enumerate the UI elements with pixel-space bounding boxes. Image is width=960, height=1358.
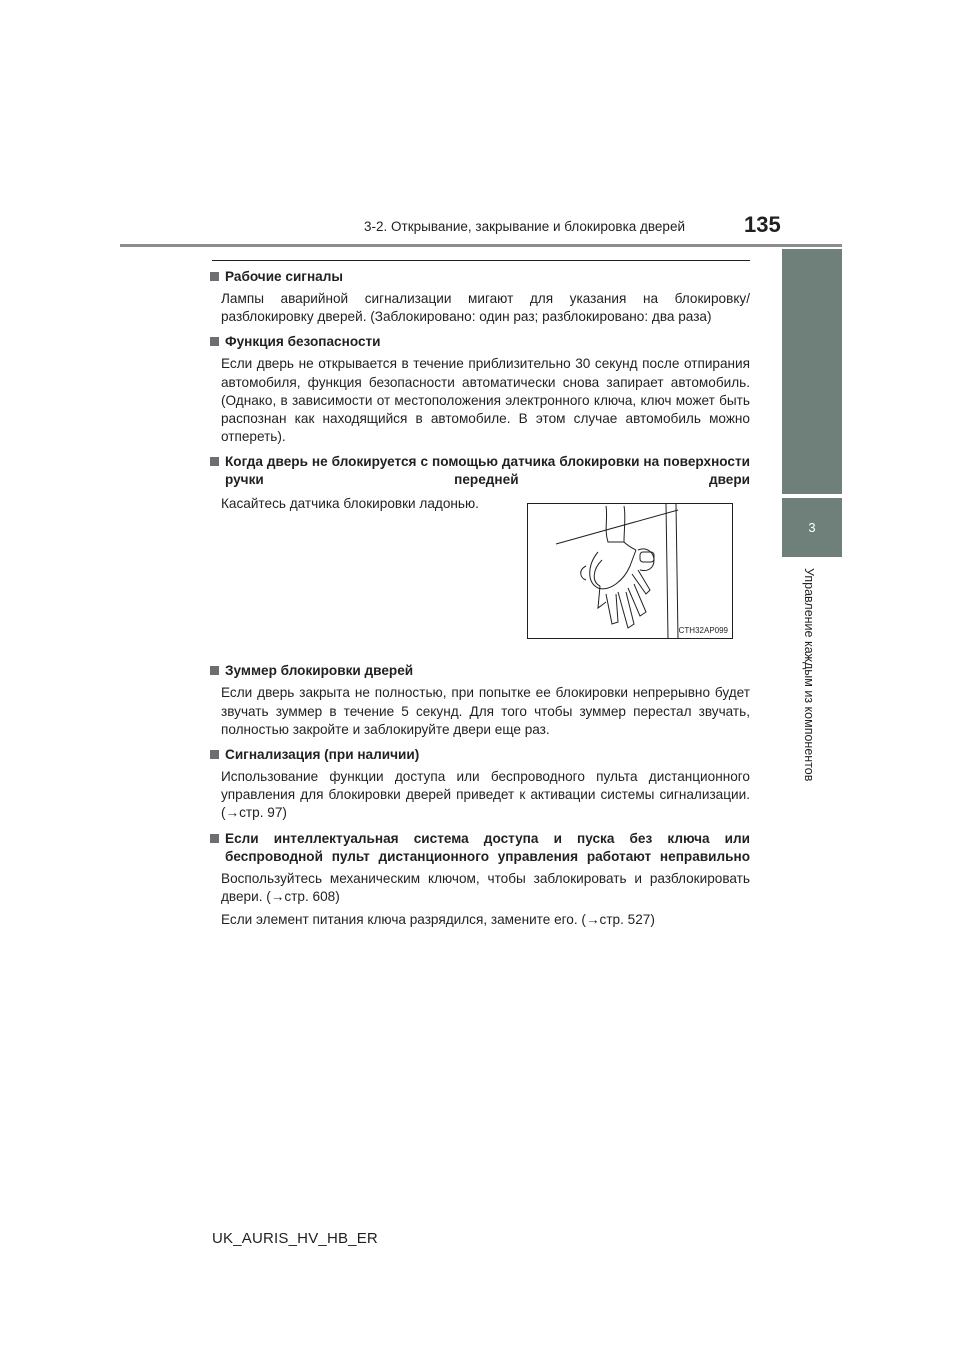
item-lock-buzzer xyxy=(210,662,750,739)
figure-code: CTH32AP099 xyxy=(678,626,728,636)
chapter-title: Управление каждым из компонентов xyxy=(802,568,816,782)
header-section-title: 3-2. Открывание, закрывание и блокировка дверей xyxy=(364,219,685,234)
item-security-function xyxy=(210,333,750,446)
item-text: Если дверь закрыта не полностью, при попытке ее блокировки непрерывно будет звучать зуммер в течение 5 секунд. Для того чтобы зуммер перестал звучать, полностью закройте и заблокируйте двери еще раз. xyxy=(221,685,750,737)
item-text: Касайтесь датчика блокировки ладонью. xyxy=(221,496,479,512)
item-operation-signals xyxy=(210,268,750,326)
item-text: Использование функции доступа или беспроводного пульта дистанционного управления для блокировки дверей приведет к активации системы сигнализации. (→стр. 97) xyxy=(221,769,750,821)
item-lock-sensor xyxy=(210,453,750,655)
header-rule xyxy=(120,244,842,247)
item-title: Зуммер блокировки дверей xyxy=(210,662,750,680)
section-rule xyxy=(212,260,750,261)
item-text: Если элемент питания ключа разрядился, замените его. (→стр. 527) xyxy=(221,912,655,928)
door-handle-illustration xyxy=(527,503,733,639)
item-title: Когда дверь не блокируется с помощью датчика блокировки на поверхности ручки передней двери xyxy=(210,453,750,489)
item-text: Если дверь не открывается в течение приблизительно 30 секунд после отпирания автомобиля, функция безопасности автоматически снова запирает автомобиль. (Однако, в зависимости от местоположения электронного ключа, ключ может быть распознан как находящийся в автомобиле. В этом случае автомобиль можно отпереть). xyxy=(221,356,750,445)
chapter-tab xyxy=(782,498,842,557)
square-bullet-icon xyxy=(210,666,219,675)
figure-row xyxy=(210,495,750,655)
chapter-number: 3 xyxy=(808,520,816,535)
item-alarm xyxy=(210,746,750,823)
side-tab-bar xyxy=(782,249,842,494)
square-bullet-icon xyxy=(210,457,219,466)
square-bullet-icon xyxy=(210,750,219,759)
page-content xyxy=(210,268,750,936)
item-text: Воспользуйтесь механическим ключом, чтобы заблокировать и разблокировать двери. (→стр. 608) xyxy=(221,870,750,904)
item-title: Сигнализация (при наличии) xyxy=(210,746,750,764)
square-bullet-icon xyxy=(210,834,219,843)
item-title: Если интеллектуальная система доступа и пуска без ключа или беспроводной пульт дистанционного управления работают неправильно xyxy=(210,830,750,866)
item-malfunction xyxy=(210,830,750,930)
square-bullet-icon xyxy=(210,272,219,281)
footer-doc-code: UK_AURIS_HV_HB_ER xyxy=(212,1230,378,1247)
square-bullet-icon xyxy=(210,337,219,346)
item-text: Лампы аварийной сигнализации мигают для указания на блокировку/разблокировку дверей. (Заблокировано: один раз; разблокировано: два раза) xyxy=(221,291,750,325)
hand-on-door-handle-icon xyxy=(528,504,732,638)
item-title: Рабочие сигналы xyxy=(210,268,750,286)
item-title: Функция безопасности xyxy=(210,333,750,351)
page-number: 135 xyxy=(744,212,781,237)
